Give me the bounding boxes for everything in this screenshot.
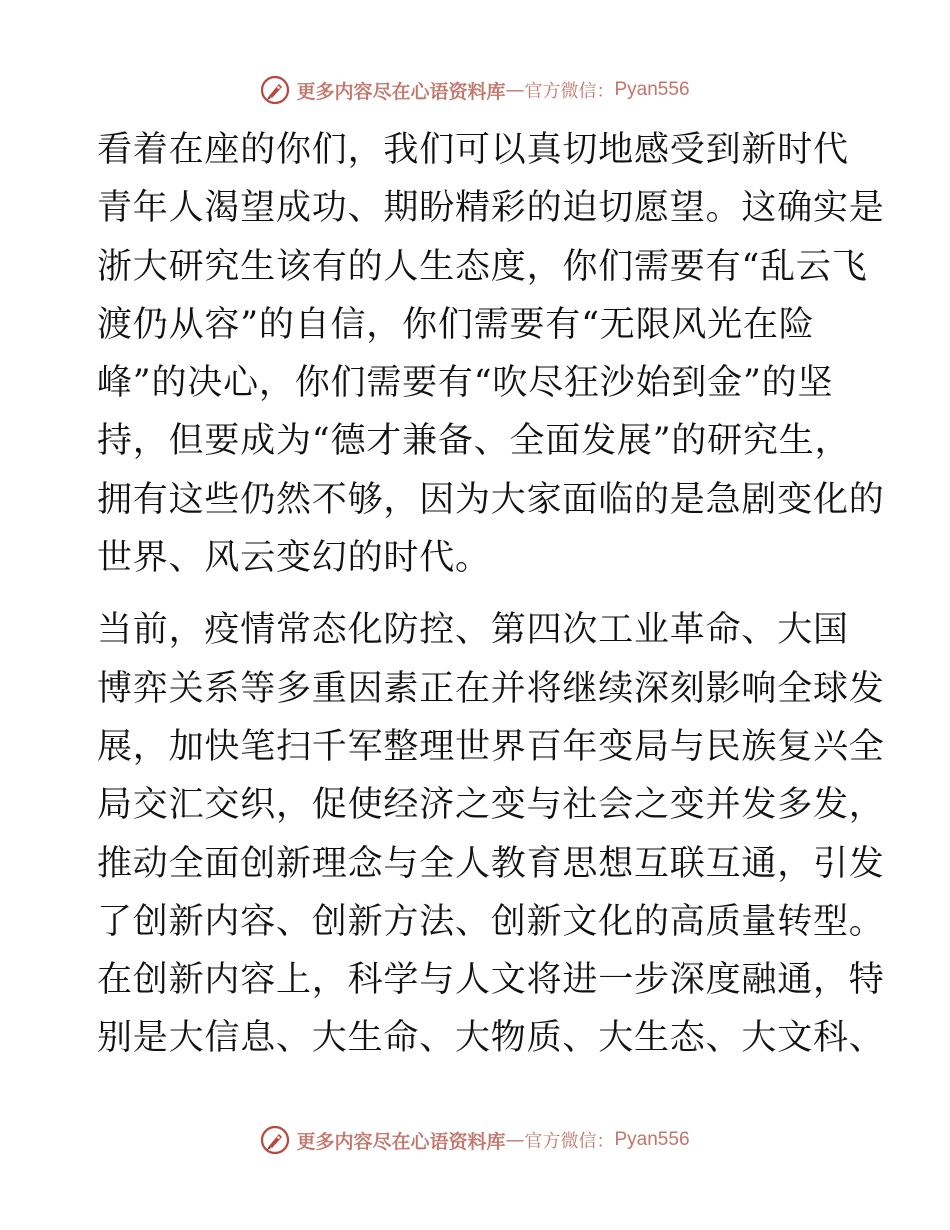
banner-main-text: 更多内容尽在心语资料库 [296,80,506,103]
banner-wechat-id: Pyan556 [614,79,690,100]
text-line: 浙大研究生该有的人生态度，你们需要有“乱云飞 [97,246,868,287]
text-line: 了创新内容、创新方法、创新文化的高质量转型。 [97,901,885,942]
banner-wechat-label: 官方微信： [524,81,615,102]
header-banner [0,70,950,110]
text-line: 峰”的决心，你们需要有“吹尽狂沙始到金”的坚 [97,363,834,404]
banner-wechat-id: Pyan556 [614,1129,690,1150]
document-body [97,121,885,1082]
paragraph-1 [97,121,885,587]
text-line: 渡仍从容”的自信，你们需要有“无限风光在险 [97,304,815,345]
text-line: 别是大信息、大生命、大物质、大生态、大文科、 [97,1018,885,1059]
text-line: 青年人渴望成功、期盼精彩的迫切愿望。这确实是 [97,188,885,229]
text-line: 持，但要成为“德才兼备、全面发展”的研究生， [97,421,851,462]
banner-separator: — [505,1129,525,1151]
text-line: 推动全面创新理念与全人教育思想互联互通，引发 [97,843,885,884]
text-line: 局交汇交织，促使经济之变与社会之变并发多发， [97,785,885,826]
text-line: 世界、风云变幻的时代。 [97,538,491,579]
text-line: 展，加快笔扫千军整理世界百年变局与民族复兴全 [97,726,885,767]
text-line: 博弈关系等多重因素正在并将继续深刻影响全球发 [97,668,885,709]
banner-separator: — [505,79,525,101]
pen-nib-logo-icon [260,1125,290,1155]
footer-banner [0,1120,950,1160]
paragraph-2 [97,601,885,1067]
banner-wechat-label: 官方微信： [524,1131,615,1152]
banner-main-text: 更多内容尽在心语资料库 [296,1130,506,1153]
text-line: 在创新内容上，科学与人文将进一步深度融通，特 [97,960,885,1001]
text-line: 看着在座的你们，我们可以真切地感受到新时代 [97,130,849,170]
text-line: 拥有这些仍然不够，因为大家面临的是急剧变化的 [97,479,885,520]
text-line: 当前，疫情常态化防控、第四次工业革命、大国 [97,610,849,651]
pen-nib-logo-icon [260,75,290,105]
